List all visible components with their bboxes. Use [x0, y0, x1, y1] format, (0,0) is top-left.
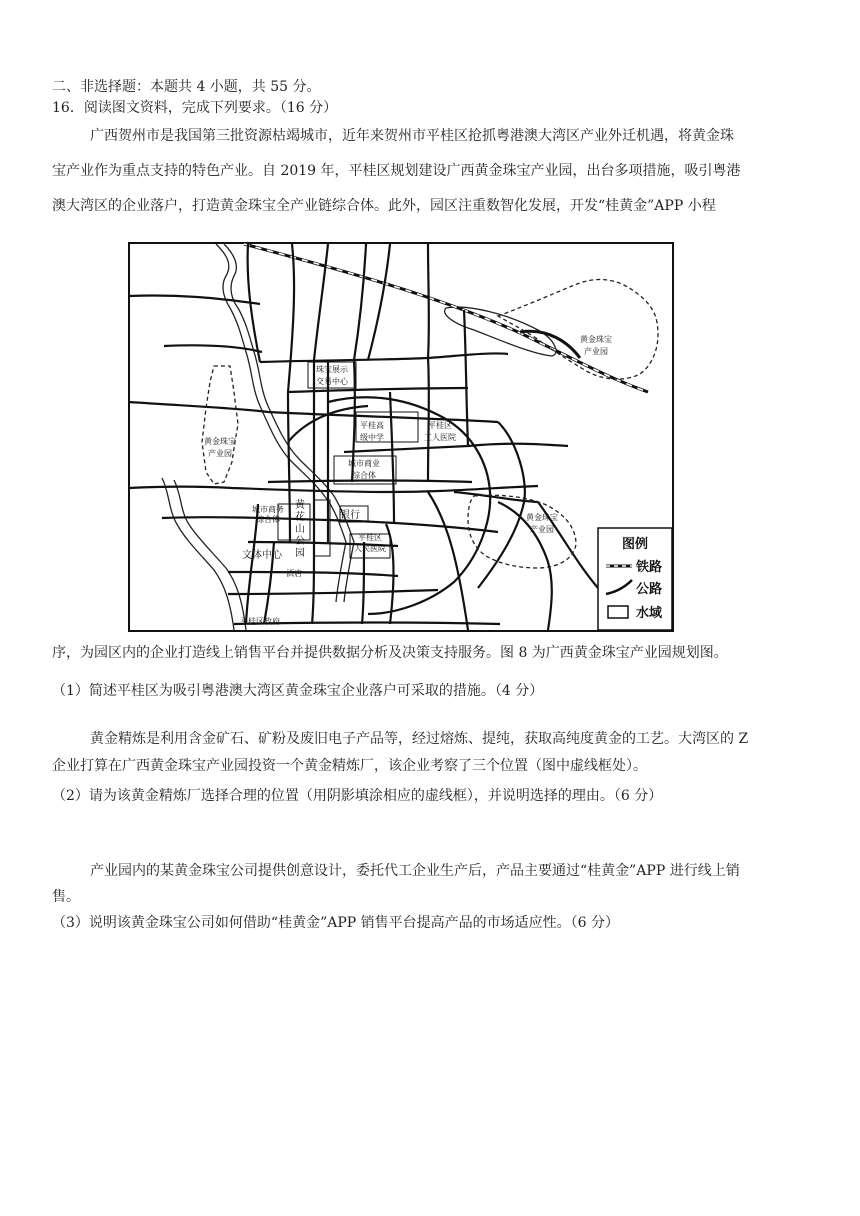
- map-label-school: 平桂高: [360, 421, 384, 430]
- intro-line-2: 宝产业作为重点支持的特色产业。自 2019 年，平桂区规划建设广西黄金珠宝产业园，出台多项措施，吸引粤港: [52, 163, 741, 179]
- map-label-park-se: 产业园: [530, 525, 554, 534]
- map-label-bank: 银行: [340, 510, 360, 521]
- map-label-hotel: 酒店: [286, 569, 302, 578]
- map-label-park-ne: 黄金珠宝: [580, 335, 612, 344]
- map-label-jewelry-center: 交易中心: [316, 377, 348, 386]
- intro-line-3: 澳大湾区的企业落户，打造黄金珠宝全产业链综合体。此外，园区注重数智化发展，开发“桂黄金”APP 小程: [52, 198, 716, 214]
- map-label-park-se: 黄金珠宝: [526, 513, 558, 522]
- park-planning-map: [128, 242, 674, 632]
- subquestion-1: （1）简述平桂区为吸引粤港澳大湾区黄金珠宝企业落户可采取的措施。（4 分）: [52, 683, 544, 699]
- para3-line-2: 售。: [52, 889, 80, 905]
- map-label-government: 平桂区政府: [240, 617, 280, 626]
- legend-road: 公路: [636, 582, 663, 597]
- subquestion-3: （3）说明该黄金珠宝公司如何借助“桂黄金”APP 销售平台提高产品的市场适应性。（6 分）: [52, 915, 619, 931]
- map-label-school: 级中学: [360, 433, 384, 442]
- map-label-investment: 综合体: [256, 515, 280, 524]
- map-label-park-w: 产业园: [208, 449, 232, 458]
- legend-water: 水域: [636, 606, 663, 621]
- water-legend-icon: [608, 606, 628, 618]
- map-label-huanghuashan-park: 花: [295, 512, 305, 523]
- para2-line-1: 黄金精炼是利用含金矿石、矿粉及废旧电子产品等，经过熔炼、提纯，获取高纯度黄金的工艺。大湾区的 Z: [90, 731, 749, 747]
- map-label-peoples-hospital: 人民医院: [354, 544, 386, 553]
- intro-line-1: 广西贺州市是我国第三批资源枯竭城市，近年来贺州市平桂区抢抓粤港澳大湾区产业外迁机遇，将黄金珠: [90, 128, 734, 144]
- map-label-huanghuashan-park: 山: [295, 524, 305, 535]
- intro-line-4: 序，为园区内的企业打造线上销售平台并提供数据分析及决策支持服务。图 8 为广西黄金珠宝产业园规划图。: [52, 645, 728, 661]
- map-label-workers-hospital: 工人医院: [424, 433, 456, 442]
- section-heading: 二、非选择题：本题共 4 小题，共 55 分。: [52, 79, 321, 95]
- map-label-jewelry-center: 珠宝展示: [316, 365, 348, 374]
- question-title: 16．阅读图文资料，完成下列要求。（16 分）: [52, 100, 338, 116]
- para3-line-1: 产业园内的某黄金珠宝公司提供创意设计，委托代工企业生产后，产品主要通过“桂黄金”APP 进行线上销: [90, 863, 740, 879]
- map-label-workers-hospital: 平桂区: [428, 421, 452, 430]
- map-label-park-w: 黄金珠宝: [204, 437, 236, 446]
- map-label-commercial: 城市商业: [348, 459, 380, 468]
- map-label-commercial: 综合体: [352, 471, 376, 480]
- map-label-investment: 城市商务: [252, 505, 284, 514]
- para2-line-2: 企业打算在广西黄金珠宝产业园投资一个黄金精炼厂，该企业考察了三个位置（图中虚线框处）。: [52, 758, 647, 774]
- legend-railway: 铁路: [636, 560, 663, 575]
- legend-title: 图例: [622, 537, 649, 552]
- map-label-culture-center: 文体中心: [242, 550, 282, 561]
- map-label-huanghuashan-park: 园: [295, 548, 305, 559]
- subquestion-2: （2）请为该黄金精炼厂选择合理的位置（用阴影填涂相应的虚线框），并说明选择的理由。（6 分）: [52, 788, 663, 804]
- map-label-peoples-hospital: 平桂区: [358, 533, 382, 542]
- map-label-huanghuashan-park: 公: [295, 536, 305, 547]
- map-label-park-ne: 产业园: [584, 347, 608, 356]
- map-legend: [598, 528, 672, 630]
- map-label-huanghuashan-park: 黄: [295, 500, 305, 511]
